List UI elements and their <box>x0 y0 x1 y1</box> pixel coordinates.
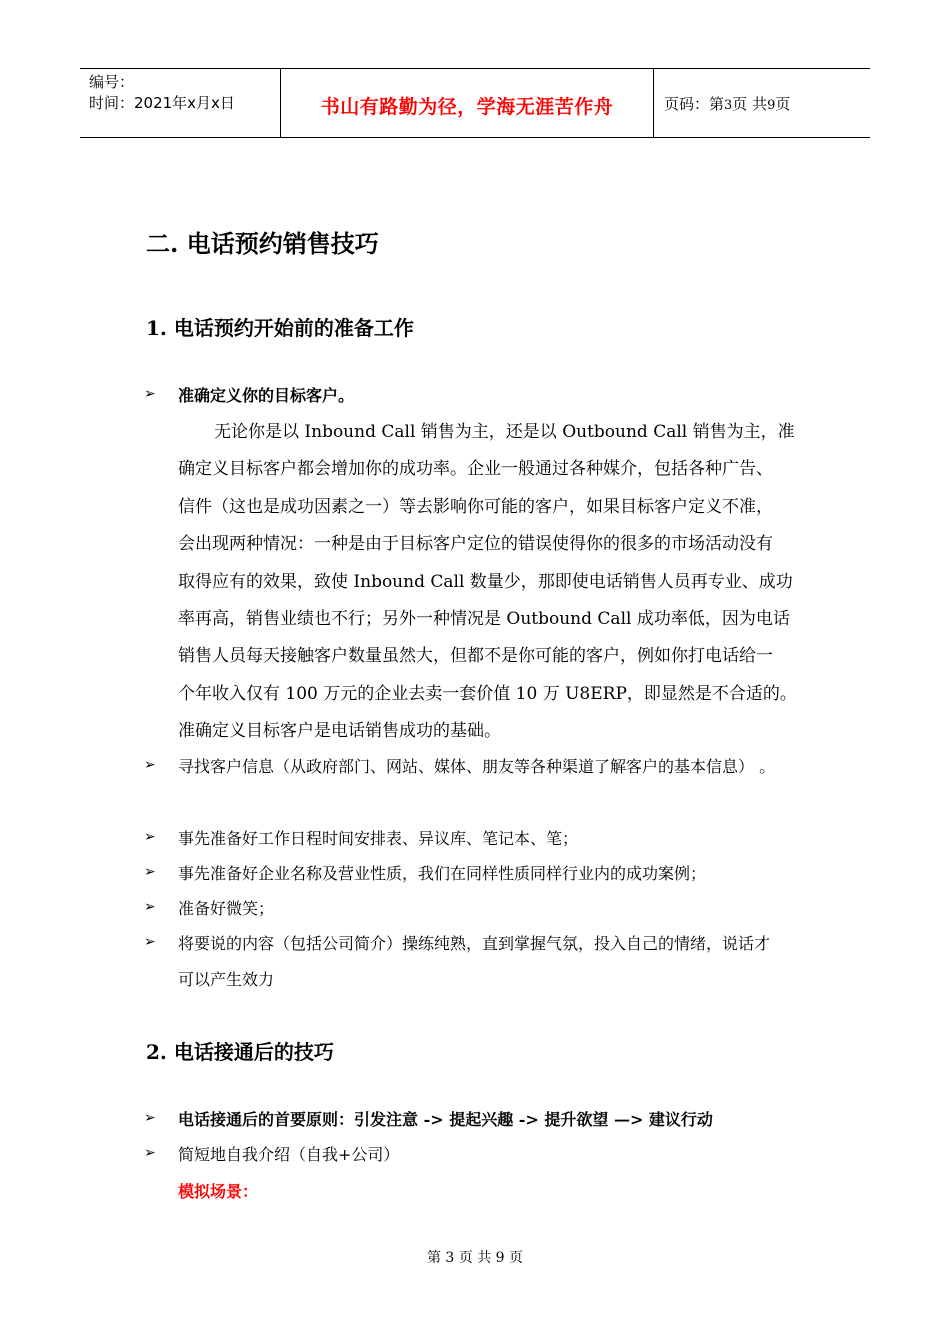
paragraph-line: 准确定义目标客户是电话销售成功的基础。 <box>178 721 501 742</box>
motto: 书山有路勤为径，学海无涯苦作舟 <box>320 95 614 118</box>
paragraph-line: 率再高，销售业绩也不行；另外一种情况是 Outbound Call 成功率低，因为电话 <box>178 608 790 629</box>
bullet-icon: ➢ <box>144 934 156 950</box>
scenario-label: 模拟场景： <box>178 1182 259 1201</box>
list-item: 电话接通后的首要原则：引发注意 -> 提起兴趣 -> 提升欲望 —> 建议行动 <box>178 1110 713 1129</box>
list-item: 将要说的内容（包括公司简介）操练纯熟，直到掌握气氛，投入自己的情绪，说话才 <box>178 934 771 953</box>
list-item: 寻找客户信息（从政府部门、网站、媒体、朋友等各种渠道了解客户的基本信息） 。 <box>178 757 776 776</box>
paragraph-line: 销售人员每天接触客户数量虽然大，但都不是你可能的客户，例如你打电话给一 <box>178 646 773 667</box>
header-right-cell <box>654 69 870 137</box>
paragraph-line: 确定义目标客户都会增加你的成功率。企业一般通过各种媒介，包括各种广告、 <box>178 459 773 480</box>
list-item-continuation: 可以产生效力 <box>178 970 275 989</box>
header-table <box>80 68 870 138</box>
subsection-2-title: 2. 电话接通后的技巧 <box>146 1040 334 1064</box>
header-middle-cell <box>281 69 654 137</box>
page-number: 3 <box>724 98 733 113</box>
bullet-icon: ➢ <box>144 864 156 880</box>
paragraph-line: 信件（这也是成功因素之一）等去影响你可能的客户，如果目标客户定义不准， <box>178 496 773 517</box>
bullet-icon: ➢ <box>144 1145 156 1161</box>
paragraph <box>178 414 828 751</box>
subsection-1-title: 1. 电话预约开始前的准备工作 <box>146 316 414 340</box>
time-label: 时间：2021年x月x日 <box>89 94 235 112</box>
paragraph-line: 取得应有的效果，致使 Inbound Call 数量少，那即使电话销售人员再专业、成功 <box>178 571 793 592</box>
paragraph-line: 会出现两种情况：一种是由于目标客户定位的错误使得你的很多的市场活动没有 <box>178 534 773 555</box>
header-left-cell <box>80 69 281 137</box>
page-end: 页 <box>775 95 791 113</box>
list-item: 简短地自我介绍（自我+公司） <box>178 1145 400 1164</box>
bullet-icon: ➢ <box>144 757 156 773</box>
page-total: 9 <box>767 98 776 113</box>
code-label: 编号： <box>89 73 135 91</box>
page-footer: 第 3 页 共 9 页 <box>426 1250 524 1266</box>
page-mid: 页 共 <box>732 95 768 113</box>
paragraph-line: 无论你是以 Inbound Call 销售为主，还是以 Outbound Call 销售为主，准 <box>214 422 795 442</box>
paragraph-line: 个年收入仅有 100 万元的企业去卖一套价值 10 万 U8ERP，即显然是不合适的。 <box>178 683 797 704</box>
bullet-icon: ➢ <box>144 1110 156 1126</box>
page-label: 页码：第 <box>664 95 725 113</box>
bullet-icon: ➢ <box>144 829 156 845</box>
bullet-icon: ➢ <box>144 899 156 915</box>
section-title: 二. 电话预约销售技巧 <box>146 229 379 258</box>
bullet-icon: ➢ <box>144 386 156 402</box>
list-item: 事先准备好企业名称及营业性质，我们在同样性质同样行业内的成功案例； <box>178 864 707 883</box>
list-item: 事先准备好工作日程时间安排表、异议库、笔记本、笔； <box>178 829 579 848</box>
list-item: 准确定义你的目标客户。 <box>178 386 355 405</box>
list-item: 准备好微笑； <box>178 899 275 918</box>
